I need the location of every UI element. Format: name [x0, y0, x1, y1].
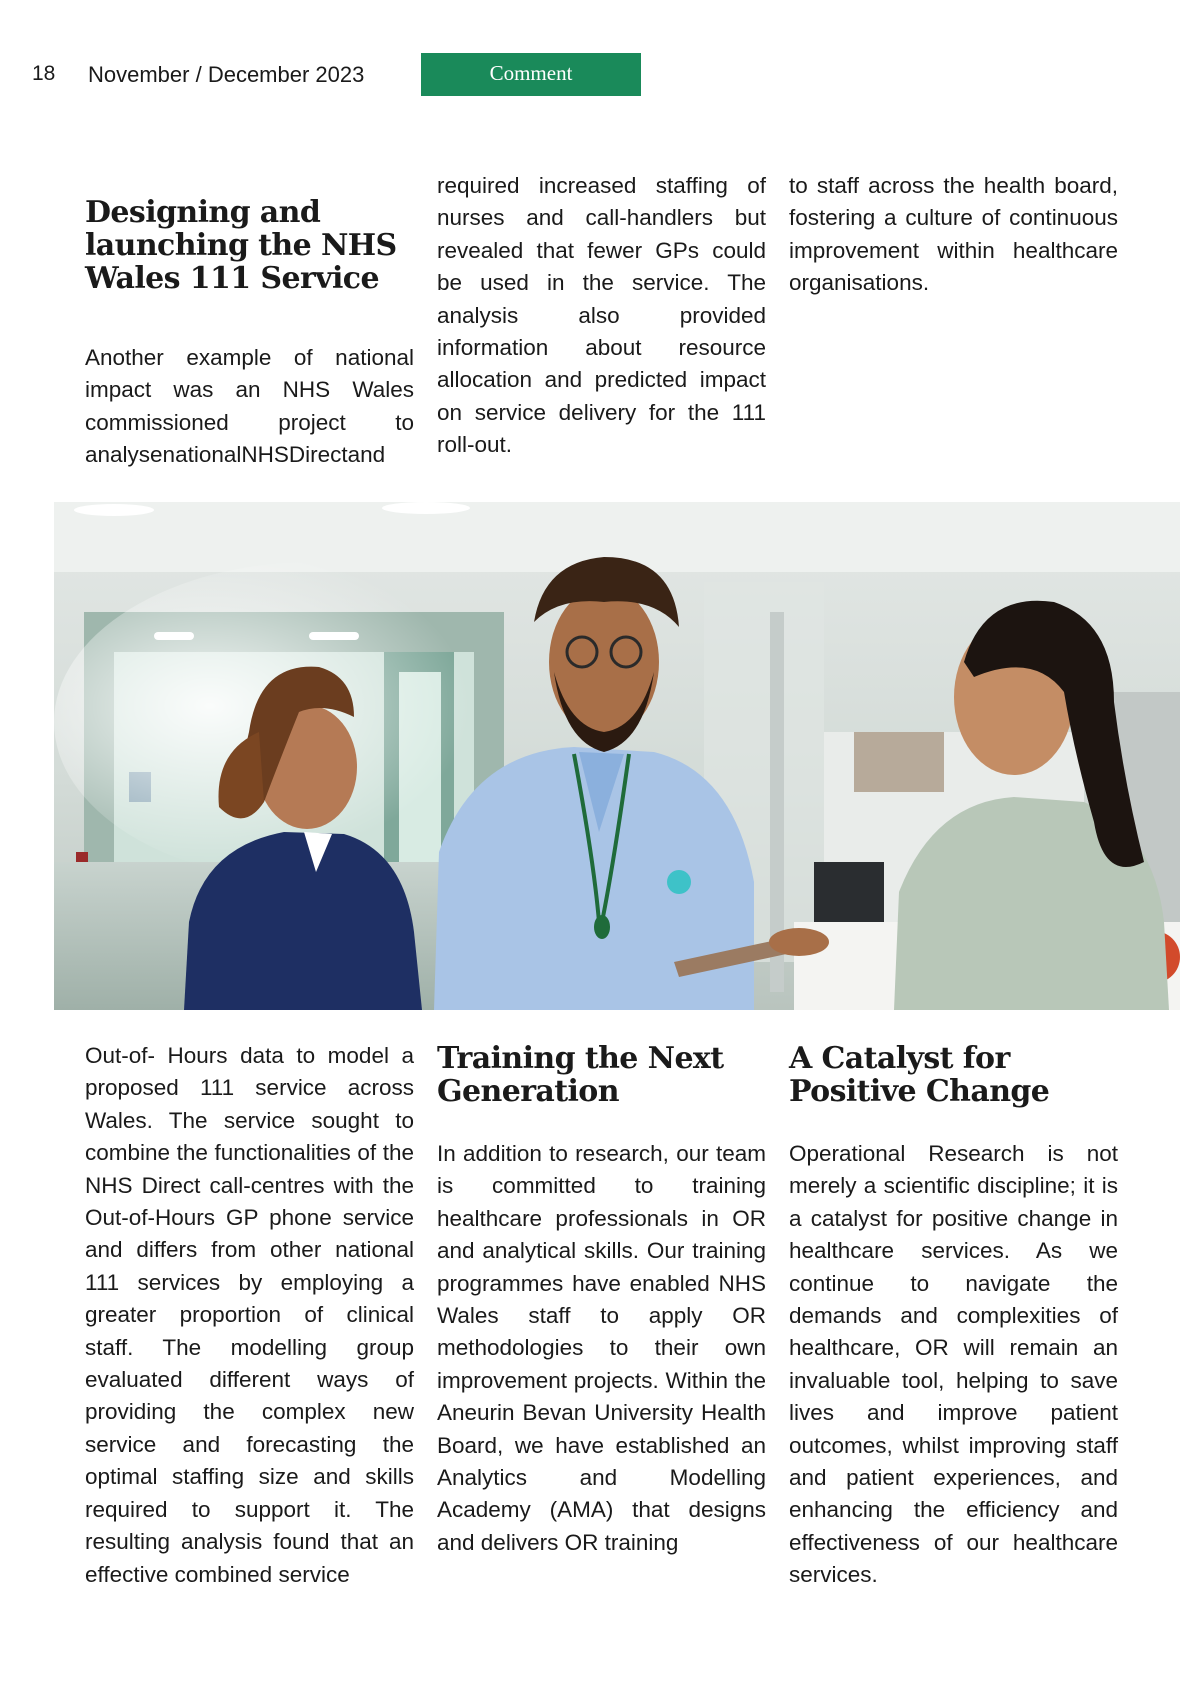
training-heading: Training the Next Generation — [437, 1041, 724, 1109]
catalyst-heading: A Catalyst for Positive Change — [789, 1041, 1050, 1109]
issue-date: November / December 2023 — [88, 62, 365, 87]
catalyst-text: Operational Research is not merely a scientific discipline; it is a catalyst for positive change in healthcare services. As we continue to navigate the demands and complexities of healthcare, OR will remain an invaluable tool, helping to save lives and improve patient outcomes, whilst improving staff and patient experiences, and enhancing the efficiency and effectiveness of our healthcare services. — [789, 1141, 1118, 1588]
section-tag: Comment — [421, 53, 641, 96]
bottom-column-2 — [437, 1042, 766, 1559]
bottom-column-1 — [85, 1040, 414, 1591]
top-column-2-text: required increased staffing of nurses and call-handlers but revealed that fewer GPs could be used in the service. The analysis also provided information about resource allocation and predicted impact on service delivery for the 111 roll-out. — [437, 173, 766, 458]
top-column-1-text: Another example of national impact was an NHS Wales commissioned project to analysenationalNHSDirectand — [85, 345, 414, 468]
top-column-2 — [437, 170, 766, 462]
bottom-column-1-text: Out-of- Hours data to model a proposed 111 service across Wales. The service sought to combine the functionalities of the NHS Direct call-centres with the Out-of-Hours GP phone service and differs from other national 111 services by employing a greater proportion of clinical staff. The modelling group evaluated different ways of providing the complex new service and forecasting the optimal staffing size and skills required to support it. The resulting analysis found that an effective combined service — [85, 1043, 414, 1587]
top-column-3 — [789, 170, 1118, 300]
photo-illustration — [54, 502, 1180, 1010]
article-heading: Designing and launching the NHS Wales 111 Service — [85, 195, 397, 296]
healthcare-staff-photo — [54, 502, 1180, 1010]
top-column-1 — [85, 196, 414, 472]
bottom-column-3 — [789, 1042, 1118, 1592]
page-number: 18 — [32, 62, 56, 85]
training-text: In addition to research, our team is committed to training healthcare professionals in OR and analytical skills. Our training programmes have enabled NHS Wales staff to apply OR methodologies to their own improvement projects. Within the Aneurin Bevan University Health Board, we have established an Analytics and Modelling Academy (AMA) that designs and delivers OR training — [437, 1141, 766, 1555]
top-column-3-text: to staff across the health board, fostering a culture of continuous improvement within healthcare organisations. — [789, 173, 1118, 296]
